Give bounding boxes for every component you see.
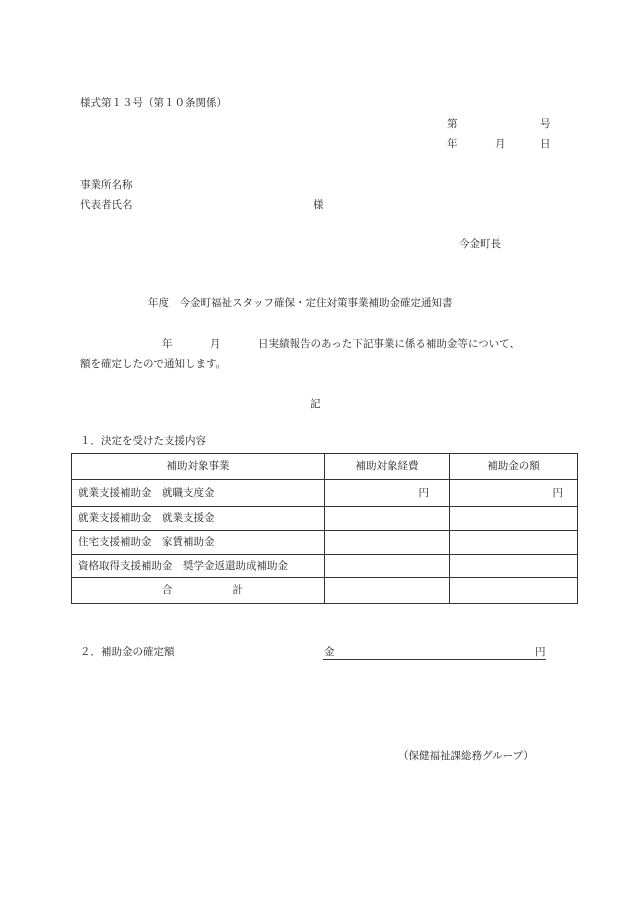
- header-amount: 補助金の額: [450, 454, 578, 480]
- sender: 今金町長: [459, 238, 501, 250]
- support-table: [71, 453, 578, 604]
- office-name-label: 事業所名称: [80, 179, 133, 191]
- total-amount: [450, 578, 578, 604]
- form-number: 様式第１３号（第１０条関係）: [80, 97, 227, 109]
- total-cost: [325, 578, 450, 604]
- doc-no-suffix: 号: [540, 118, 551, 130]
- date-month: 月: [495, 138, 506, 150]
- total-label-cell: [72, 578, 325, 604]
- header-cost: 補助対象経費: [325, 454, 450, 480]
- footer-department: （保健福祉課総務グループ）: [398, 750, 534, 762]
- honorific: 様: [313, 199, 324, 211]
- table-row: [72, 555, 578, 578]
- row-item: 住宅支援補助金 家賃補助金: [72, 531, 325, 555]
- row-cost: [325, 531, 450, 555]
- final-amount-underline: [323, 659, 546, 660]
- row-item: 就業支援補助金 就業支援金: [72, 507, 325, 531]
- row-amount: [450, 555, 578, 578]
- body-year: 年: [162, 338, 173, 350]
- table-row: [72, 531, 578, 555]
- row-amount: 円: [450, 480, 578, 507]
- body-line2: 額を確定したので通知します。: [80, 358, 227, 370]
- body-month: 月: [210, 338, 221, 350]
- table-total-row: [72, 578, 578, 604]
- date-day: 日: [540, 138, 551, 150]
- section1-heading: １．決定を受けた支援内容: [80, 435, 206, 447]
- doc-no-prefix: 第: [447, 118, 458, 130]
- final-amount-suffix: 円: [535, 646, 546, 658]
- row-amount: [450, 531, 578, 555]
- ki-heading: 記: [310, 398, 321, 410]
- body-line1: 日実績報告のあった下記事業に係る補助金等について、: [258, 338, 520, 350]
- header-program: 補助対象事業: [72, 454, 325, 480]
- table-row: [72, 480, 578, 507]
- row-item: 資格取得支援補助金 奨学金返還助成補助金: [72, 555, 325, 578]
- total-label-right: 計: [232, 584, 243, 597]
- representative-label: 代表者氏名: [80, 199, 133, 211]
- document-title: 年度 今金町福祉スタッフ確保・定住対策事業補助金確定通知書: [148, 297, 453, 309]
- total-label-left: 合: [162, 584, 173, 597]
- row-amount: [450, 507, 578, 531]
- final-amount-prefix: 金: [324, 646, 335, 658]
- table-row: [72, 507, 578, 531]
- table-header-row: [72, 454, 578, 480]
- row-cost: [325, 507, 450, 531]
- row-cost: 円: [325, 480, 450, 507]
- section2-label: ２．補助金の確定額: [80, 646, 175, 658]
- row-item: 就業支援補助金 就職支度金: [72, 480, 325, 507]
- row-cost: [325, 555, 450, 578]
- date-year: 年: [447, 138, 458, 150]
